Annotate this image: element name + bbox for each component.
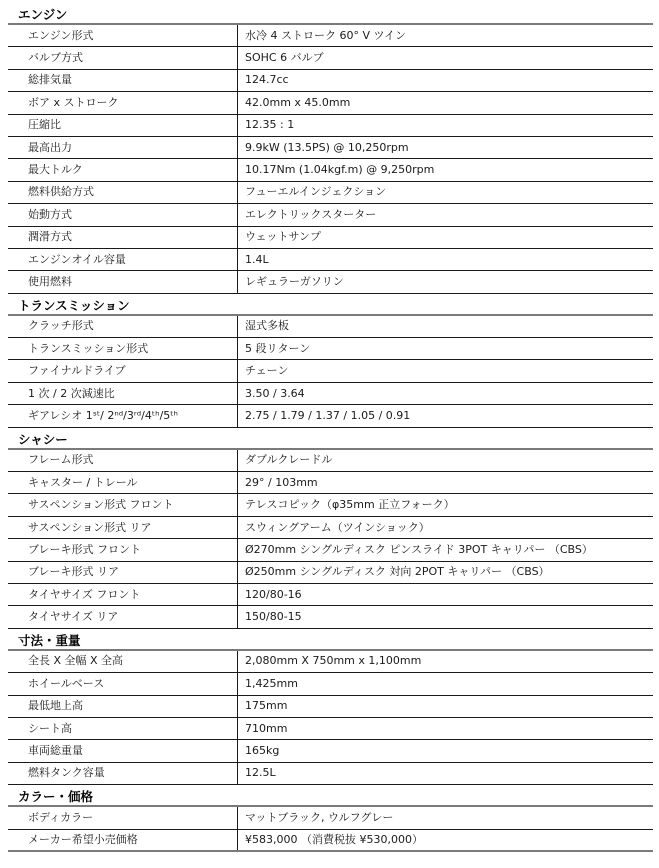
table-row: [8, 740, 653, 762]
spec-label: メーカー希望小売価格: [8, 830, 238, 850]
spec-value: 120/80-16: [245, 587, 302, 601]
table-row: [8, 92, 653, 114]
table-row: [8, 562, 653, 584]
spec-label: フレーム形式: [8, 450, 238, 471]
spec-value: ¥583,000 （消費税抜 ¥530,000）: [245, 832, 423, 846]
spec-label: シート高: [8, 718, 238, 739]
table-row: [8, 405, 653, 427]
section-dimensions-weight: [8, 629, 653, 785]
spec-label: 車両総重量: [8, 740, 238, 761]
table-row: [8, 830, 653, 852]
spec-value: チェーン: [245, 364, 289, 378]
dimensions-spec-table: [8, 651, 653, 785]
spec-label: 燃料供給方式: [8, 182, 238, 203]
table-row: [8, 606, 653, 628]
chassis-spec-table: [8, 450, 653, 629]
spec-label: ボア x ストローク: [8, 92, 238, 113]
spec-value: 2.75 / 1.79 / 1.37 / 1.05 / 0.91: [245, 408, 411, 422]
section-transmission: [8, 294, 653, 428]
table-row: [8, 47, 653, 69]
table-row: [8, 338, 653, 360]
table-row: [8, 227, 653, 249]
table-row: [8, 70, 653, 92]
spec-value: テレスコピック（φ35mm 正立フォーク）: [245, 498, 455, 512]
spec-label: ブレーキ形式 フロント: [8, 539, 238, 560]
spec-label: タイヤサイズ フロント: [8, 584, 238, 605]
spec-label: 最大トルク: [8, 159, 238, 180]
table-row: [8, 159, 653, 181]
spec-value: 1.4L: [245, 252, 269, 266]
table-row: [8, 517, 653, 539]
spec-label: 圧縮比: [8, 115, 238, 136]
spec-value: 1,425mm: [245, 676, 298, 690]
spec-label: 1 次 / 2 次減速比: [8, 383, 238, 404]
table-row: [8, 673, 653, 695]
table-row: [8, 807, 653, 829]
table-row: [8, 472, 653, 494]
spec-label: ファイナルドライブ: [8, 360, 238, 381]
section-color-price: [8, 785, 653, 852]
spec-value: Ø250mm シングルディスク 対向 2POT キャリパー （CBS）: [245, 565, 550, 579]
spec-label: ボディカラー: [8, 807, 238, 828]
table-row: [8, 249, 653, 271]
spec-value: 710mm: [245, 721, 288, 735]
table-row: [8, 137, 653, 159]
spec-value: 2,080mm X 750mm x 1,100mm: [245, 654, 422, 668]
spec-value: 水冷 4 ストローク 60° V ツイン: [245, 28, 406, 42]
table-row: [8, 271, 653, 293]
table-row: [8, 696, 653, 718]
table-row: [8, 182, 653, 204]
spec-label: バルブ方式: [8, 47, 238, 68]
spec-label: エンジン形式: [8, 25, 238, 46]
spec-value: 12.5L: [245, 766, 276, 780]
spec-label: 潤滑方式: [8, 227, 238, 248]
spec-value: 165kg: [245, 744, 280, 758]
spec-value: 124.7cc: [245, 73, 289, 87]
section-chassis: [8, 428, 653, 629]
table-row: [8, 450, 653, 472]
spec-value: SOHC 6 バルブ: [245, 51, 324, 65]
spec-value: 12.35 : 1: [245, 118, 295, 132]
spec-value: フューエルインジェクション: [245, 185, 387, 199]
spec-value: スウィングアーム（ツインショック）: [245, 520, 430, 534]
section-title-chassis: シャシー: [8, 428, 653, 450]
spec-label: 燃料タンク容量: [8, 763, 238, 784]
spec-label: ブレーキ形式 リア: [8, 562, 238, 583]
spec-value: 150/80-15: [245, 610, 302, 624]
spec-value: レギュラーガソリン: [245, 274, 344, 288]
table-row: [8, 115, 653, 137]
spec-value: 10.17Nm (1.04kgf.m) @ 9,250rpm: [245, 163, 435, 177]
table-row: [8, 494, 653, 516]
table-row: [8, 316, 653, 338]
table-row: [8, 204, 653, 226]
table-row: [8, 539, 653, 561]
section-title-color-price: カラー・価格: [8, 785, 653, 807]
spec-value: ダブルクレードル: [245, 453, 333, 467]
spec-label: ギアレシオ 1ˢᵗ/ 2ⁿᵈ/3ʳᵈ/4ᵗʰ/5ᵗʰ: [8, 405, 238, 426]
spec-value: 9.9kW (13.5PS) @ 10,250rpm: [245, 140, 409, 154]
spec-label: タイヤサイズ リア: [8, 606, 238, 627]
spec-label: ホイールベース: [8, 673, 238, 694]
spec-label: エンジンオイル容量: [8, 249, 238, 270]
spec-value: 42.0mm x 45.0mm: [245, 95, 351, 109]
spec-label: サスペンション形式 リア: [8, 517, 238, 538]
spec-label: 総排気量: [8, 70, 238, 91]
spec-value: マットブラック, ウルフグレー: [245, 810, 394, 824]
spec-label: サスペンション形式 フロント: [8, 494, 238, 515]
section-title-engine: エンジン: [8, 3, 653, 25]
spec-value: エレクトリックスターター: [245, 207, 377, 221]
table-row: [8, 360, 653, 382]
spec-value: 175mm: [245, 699, 288, 713]
spec-label: 最高出力: [8, 137, 238, 158]
spec-label: 全長 X 全幅 X 全高: [8, 651, 238, 672]
table-row: [8, 25, 653, 47]
spec-value: 29° / 103mm: [245, 475, 318, 489]
spec-label: キャスター / トレール: [8, 472, 238, 493]
spec-value: Ø270mm シングルディスク ピンスライド 3POT キャリパー （CBS）: [245, 542, 593, 556]
table-row: [8, 763, 653, 785]
section-title-dimensions-weight: 寸法・重量: [8, 629, 653, 651]
spec-value: ウェットサンプ: [245, 230, 322, 244]
spec-value: 3.50 / 3.64: [245, 386, 305, 400]
color-price-spec-table: [8, 807, 653, 852]
table-row: [8, 718, 653, 740]
spec-label: 使用燃料: [8, 271, 238, 292]
engine-spec-table: [8, 25, 653, 294]
section-engine: [8, 3, 653, 294]
spec-label: クラッチ形式: [8, 316, 238, 337]
table-row: [8, 383, 653, 405]
transmission-spec-table: [8, 316, 653, 428]
spec-label: トランスミッション形式: [8, 338, 238, 359]
section-title-transmission: トランスミッション: [8, 294, 653, 316]
table-row: [8, 584, 653, 606]
spec-label: 始動方式: [8, 204, 238, 225]
spec-label: 最低地上高: [8, 696, 238, 717]
spec-value: 湿式多板: [245, 319, 289, 333]
spec-value: 5 段リターン: [245, 341, 311, 355]
table-row: [8, 651, 653, 673]
